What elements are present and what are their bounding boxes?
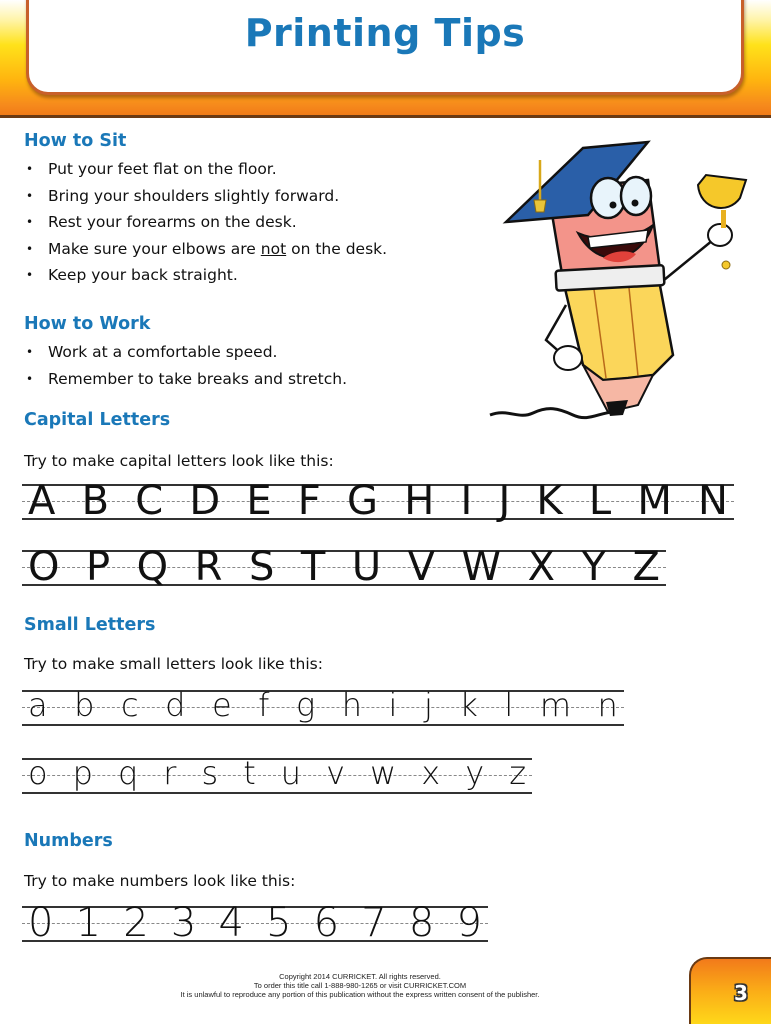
glyph-s: s: [201, 754, 219, 792]
small-glyphs: [22, 755, 532, 791]
glyph-9: 9: [456, 900, 482, 946]
order-line: To order this title call 1-888-980-1265 or visit CURRICKET.COM: [253, 981, 467, 990]
glyph-V: V: [407, 544, 435, 590]
heading-capital-letters: Capital Letters: [24, 410, 171, 430]
glyph-4: 4: [218, 900, 244, 946]
glyph-b: b: [74, 686, 95, 724]
list-item-text: Work at a comfortable speed.: [48, 343, 278, 361]
list-item: [24, 183, 387, 210]
bullet-icon: •: [26, 371, 34, 386]
glyph-n: n: [597, 686, 618, 724]
glyph-6: 6: [313, 900, 340, 946]
glyph-o: o: [28, 754, 48, 792]
glyph-i: i: [388, 686, 398, 724]
glyph-8: 8: [408, 900, 435, 946]
glyph-L: L: [588, 478, 612, 524]
glyph-S: S: [248, 544, 275, 590]
list-item: [24, 156, 387, 183]
small-instruction: Try to make small letters look like this:: [24, 655, 323, 673]
glyph-v: v: [326, 754, 346, 792]
glyph-1: 1: [75, 900, 102, 946]
glyph-N: N: [698, 478, 728, 524]
list-item-text: Keep your back straight.: [48, 266, 238, 284]
glyph-C: C: [135, 478, 164, 524]
pencil-mascot-icon: [488, 130, 753, 430]
glyph-a: a: [28, 686, 48, 724]
title-card: [26, 0, 744, 95]
list-item: [24, 339, 347, 366]
list-item: [24, 262, 387, 289]
bullet-icon: •: [26, 345, 34, 359]
page-number-tab: [689, 957, 771, 1024]
capital-row-2: [22, 544, 666, 590]
heading-numbers: Numbers: [24, 831, 113, 851]
glyph-l: l: [504, 686, 514, 724]
heading-how-to-sit: How to Sit: [24, 131, 127, 151]
glyph-p: p: [72, 754, 93, 792]
page-title: Printing Tips: [244, 11, 526, 55]
list-item: [24, 236, 387, 263]
glyph-w: w: [370, 754, 397, 792]
glyph-t: t: [243, 754, 256, 792]
glyph-k: k: [459, 686, 478, 724]
glyph-J: J: [498, 478, 511, 524]
glyph-G: G: [347, 478, 378, 524]
guide-line-bottom: [22, 792, 532, 794]
capital-instruction: Try to make capital letters look like this:: [24, 452, 334, 470]
glyph-q: q: [117, 754, 139, 792]
glyph-x: x: [421, 754, 441, 792]
bullet-icon: •: [26, 215, 34, 229]
glyph-X: X: [527, 544, 555, 590]
heading-small-letters: Small Letters: [24, 615, 156, 635]
glyph-f: f: [258, 686, 270, 724]
how-to-sit-list: [24, 156, 387, 289]
glyph-Y: Y: [581, 544, 606, 590]
glyph-K: K: [536, 478, 563, 524]
how-to-work-list: [24, 339, 347, 392]
bullet-icon: •: [26, 268, 34, 282]
numbers-instruction: Try to make numbers look like this:: [24, 872, 296, 890]
small-row-1: [22, 686, 624, 726]
glyph-F: F: [297, 478, 321, 524]
list-item-text: Remember to take breaks and stretch.: [48, 369, 348, 388]
glyph-0: 0: [28, 900, 54, 946]
bullet-icon: •: [26, 188, 34, 203]
glyph-P: P: [86, 544, 111, 590]
page-number: 3: [734, 981, 748, 1005]
header-band: [0, 0, 771, 118]
copyright-line: Copyright 2014 CURRICKET. All rights reserved.: [279, 972, 441, 981]
list-item-text: Put your feet flat on the floor.: [48, 160, 277, 178]
glyph-H: H: [404, 478, 435, 524]
capital-glyphs: [22, 544, 666, 590]
glyph-m: m: [539, 686, 572, 724]
list-item-text: Bring your shoulders slightly forward.: [48, 186, 340, 205]
small-row-2: [22, 754, 532, 794]
glyph-c: c: [120, 686, 139, 724]
glyph-7: 7: [361, 900, 387, 946]
glyph-r: r: [163, 754, 177, 792]
glyph-d: d: [165, 686, 186, 724]
list-item: [24, 366, 347, 393]
glyph-j: j: [423, 686, 433, 724]
glyph-2: 2: [123, 900, 149, 946]
numbers-row: [22, 900, 488, 946]
glyph-T: T: [300, 544, 326, 590]
list-item-text: Rest your forearms on the desk.: [48, 213, 297, 231]
number-glyphs: [22, 900, 488, 946]
glyph-R: R: [194, 544, 223, 590]
capital-glyphs: [22, 478, 734, 524]
glyph-O: O: [28, 544, 60, 590]
glyph-3: 3: [170, 900, 197, 946]
list-item-text: on the desk.: [286, 239, 388, 258]
small-glyphs: [22, 687, 624, 723]
glyph-h: h: [341, 686, 362, 724]
legal-line: It is unlawful to reproduce any portion of this publication without the express written consent of the publisher.: [180, 990, 540, 999]
glyph-5: 5: [266, 900, 292, 946]
emphasis-not: not: [260, 239, 287, 258]
bullet-icon: •: [26, 162, 34, 176]
glyph-y: y: [465, 754, 485, 792]
glyph-W: W: [461, 544, 502, 590]
list-item-text: Make sure your elbows are: [48, 239, 261, 258]
bullet-icon: •: [26, 241, 34, 256]
glyph-e: e: [211, 686, 232, 724]
glyph-A: A: [28, 478, 56, 524]
glyph-Z: Z: [632, 544, 660, 590]
glyph-B: B: [81, 478, 110, 524]
glyph-Q: Q: [136, 544, 169, 590]
capital-row-1: [22, 478, 734, 524]
glyph-z: z: [509, 754, 526, 792]
guide-line-bottom: [22, 724, 624, 726]
heading-how-to-work: How to Work: [24, 314, 151, 334]
glyph-g: g: [295, 686, 316, 724]
glyph-I: I: [460, 478, 473, 524]
list-item: [24, 209, 387, 236]
glyph-E: E: [246, 478, 272, 524]
copyright-footer: [150, 972, 570, 999]
glyph-U: U: [351, 544, 382, 590]
glyph-u: u: [280, 754, 302, 792]
glyph-D: D: [189, 478, 221, 524]
glyph-M: M: [637, 478, 672, 524]
